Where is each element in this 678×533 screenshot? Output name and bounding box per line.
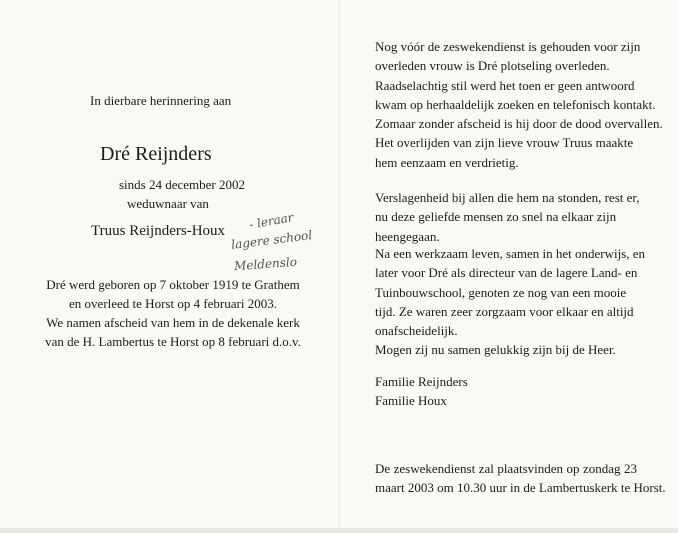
card-fold bbox=[338, 0, 340, 533]
biography-line: We namen afscheid van hem in de dekenale kerk bbox=[46, 315, 300, 330]
service-notice bbox=[375, 459, 666, 498]
family-signatures bbox=[375, 372, 637, 411]
paragraph-line: Nog vóór de zeswekendienst is gehouden voor zijn bbox=[375, 39, 641, 54]
service-notice-line: maart 2003 om 10.30 uur in de Lambertuskerk te Horst. bbox=[375, 480, 666, 496]
paragraph-line: Na een werkzaam leven, samen in het onderwijs, en bbox=[375, 246, 646, 261]
paragraph-sudden-death bbox=[375, 37, 663, 172]
paragraph-dismay bbox=[375, 188, 640, 246]
family-name: Familie Reijnders bbox=[375, 374, 468, 389]
paragraph-line: Mogen zij nu samen gelukkig zijn bij de Heer. bbox=[375, 342, 616, 358]
paragraph-line: Raadselachtig stil werd het toen er geen antwoord bbox=[375, 77, 635, 93]
paragraph-working-life bbox=[375, 244, 646, 360]
biography-line: en overleed te Horst op 4 februari 2003. bbox=[69, 296, 277, 311]
biography-block bbox=[38, 275, 308, 351]
paragraph-line: heengegaan. bbox=[375, 228, 440, 244]
widowed-since: sinds 24 december 2002 bbox=[119, 177, 246, 192]
widower-label: weduwnaar van bbox=[127, 196, 209, 211]
paragraph-line: kwam op herhaaldelijk zoeken en telefonisch kontakt. bbox=[375, 96, 656, 112]
handwritten-note-line: Meldenslo bbox=[233, 254, 298, 274]
paragraph-line: tijd. Ze waren zeer zorgzaam voor elkaar en altijd bbox=[375, 303, 634, 319]
biography-line: van de H. Lambertus te Horst op 8 februari d.o.v. bbox=[45, 334, 301, 349]
paragraph-line: nu deze geliefde mensen zo snel na elkaar zijn bbox=[375, 209, 617, 225]
paragraph-line: later voor Dré als directeur van de lagere Land- en bbox=[375, 265, 638, 281]
handwritten-note-line: - leraar bbox=[248, 210, 295, 232]
service-notice-line: De zeswekendienst zal plaatsvinden op zondag 23 bbox=[375, 461, 637, 476]
memory-heading: In dierbare herinnering aan bbox=[90, 93, 232, 108]
paragraph-line: onafscheidelijk. bbox=[375, 323, 458, 339]
biography-line: Dré werd geboren op 7 oktober 1919 te Grathem bbox=[46, 277, 300, 292]
card-bottom-edge bbox=[0, 528, 678, 533]
paragraph-line: Verslagenheid bij allen die hem na stonden, rest er, bbox=[375, 190, 640, 205]
spouse-name: Truus Reijnders-Houx bbox=[91, 223, 226, 239]
paragraph-line: Zomaar zonder afscheid is hij door de dood overvallen. bbox=[375, 116, 663, 132]
paragraph-line: Tuinbouwschool, genoten ze nog van een mooie bbox=[375, 284, 627, 300]
paragraph-line: Het overlijden van zijn lieve vrouw Truus maakte bbox=[375, 135, 634, 151]
handwritten-note-line: lagere school bbox=[230, 228, 313, 252]
family-name: Familie Houx bbox=[375, 393, 447, 409]
paragraph-line: hem eenzaam en verdrietig. bbox=[375, 154, 519, 170]
paragraph-line: overleden vrouw is Dré plotseling overleden. bbox=[375, 58, 610, 74]
deceased-name: Dré Reijnders bbox=[100, 143, 212, 165]
